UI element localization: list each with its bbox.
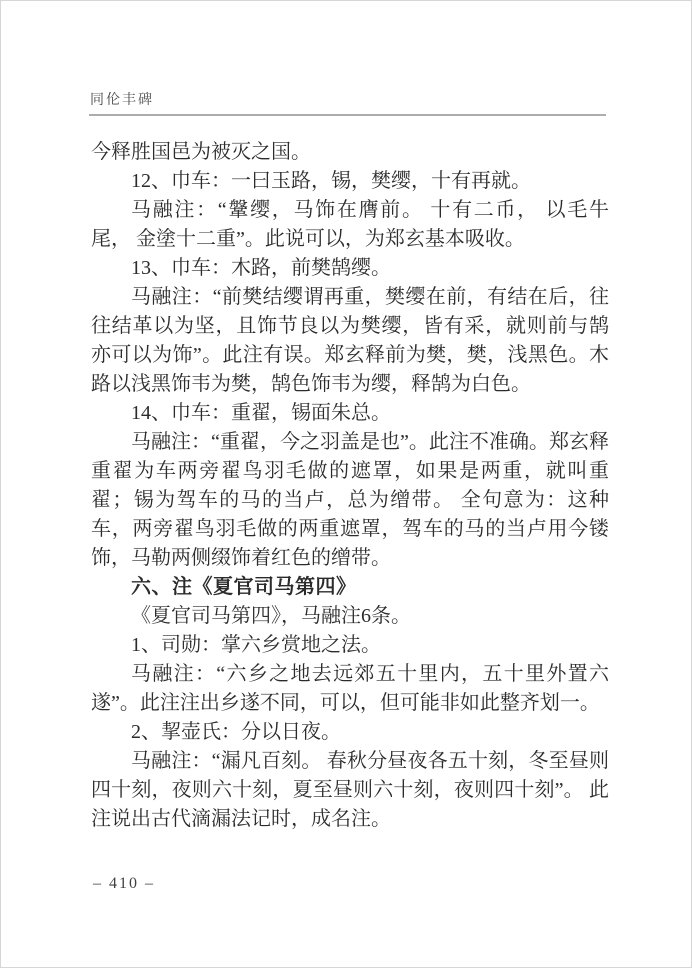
running-header: 同伦丰碑 (90, 93, 154, 108)
body-text (91, 138, 609, 834)
paragraph: 14、巾车：重翟，锡面朱总。 (131, 402, 391, 424)
paragraph: 12、巾车：一曰玉路，锡，樊缨，十有再就。 (131, 170, 531, 192)
page-header (90, 89, 606, 109)
paragraph: 马融注：“重翟，今之羽盖是也”。此注不准确。郑玄释重翟为车两旁翟鸟羽毛做的遮罩，如果是两重，就叫重翟；锡为驾车的马的当卢，总为缯带。 全句意为：这种车，两旁翟鸟羽毛做的两重遮罩，驾车的马的当卢用今镂饰，马勒两侧缀饰着红色的缯带。 (91, 431, 609, 569)
paragraph: 1、司勋：掌六乡赏地之法。 (131, 634, 381, 656)
paragraph: 马融注：“鞶缨，马饰在膺前。 十有二币， 以毛牛尾， 金塗十二重”。此说可以，为郑玄基本吸收。 (91, 199, 609, 250)
paragraph: 马融注：“六乡之地去远郊五十里内，五十里外置六遂”。此注注出乡遂不同，可以，但可能非如此整齐划一。 (91, 663, 609, 714)
paragraph: 《夏官司马第四》，马融注6条。 (131, 605, 411, 627)
section-heading: 六、注《夏官司马第四》 (131, 576, 357, 598)
paragraph: 马融注：“漏凡百刻。 春秋分昼夜各五十刻，冬至昼则四十刻，夜则六十刻，夏至昼则六十刻，夜则四十刻”。 此注说出古代滴漏法记时，成名注。 (91, 750, 609, 830)
page-number: – 410 – (93, 875, 155, 892)
paragraph: 马融注：“前樊结缨谓再重，樊缨在前，有结在后，往往结革以为坚，且饰节良以为樊缨，皆有采，就则前与鹄亦可以为饰”。此注有误。郑玄释前为樊，樊，浅黑色。木路以浅黑饰韦为樊，鹄色饰韦为缨，释鹄为白色。 (91, 286, 609, 395)
paragraph: 2、挈壶氏：分以日夜。 (131, 721, 341, 743)
paragraph: 今释胜国邑为被灭之国。 (91, 141, 311, 163)
paragraph: 13、巾车：木路，前樊鹄缨。 (131, 257, 391, 279)
header-rule (89, 114, 606, 116)
